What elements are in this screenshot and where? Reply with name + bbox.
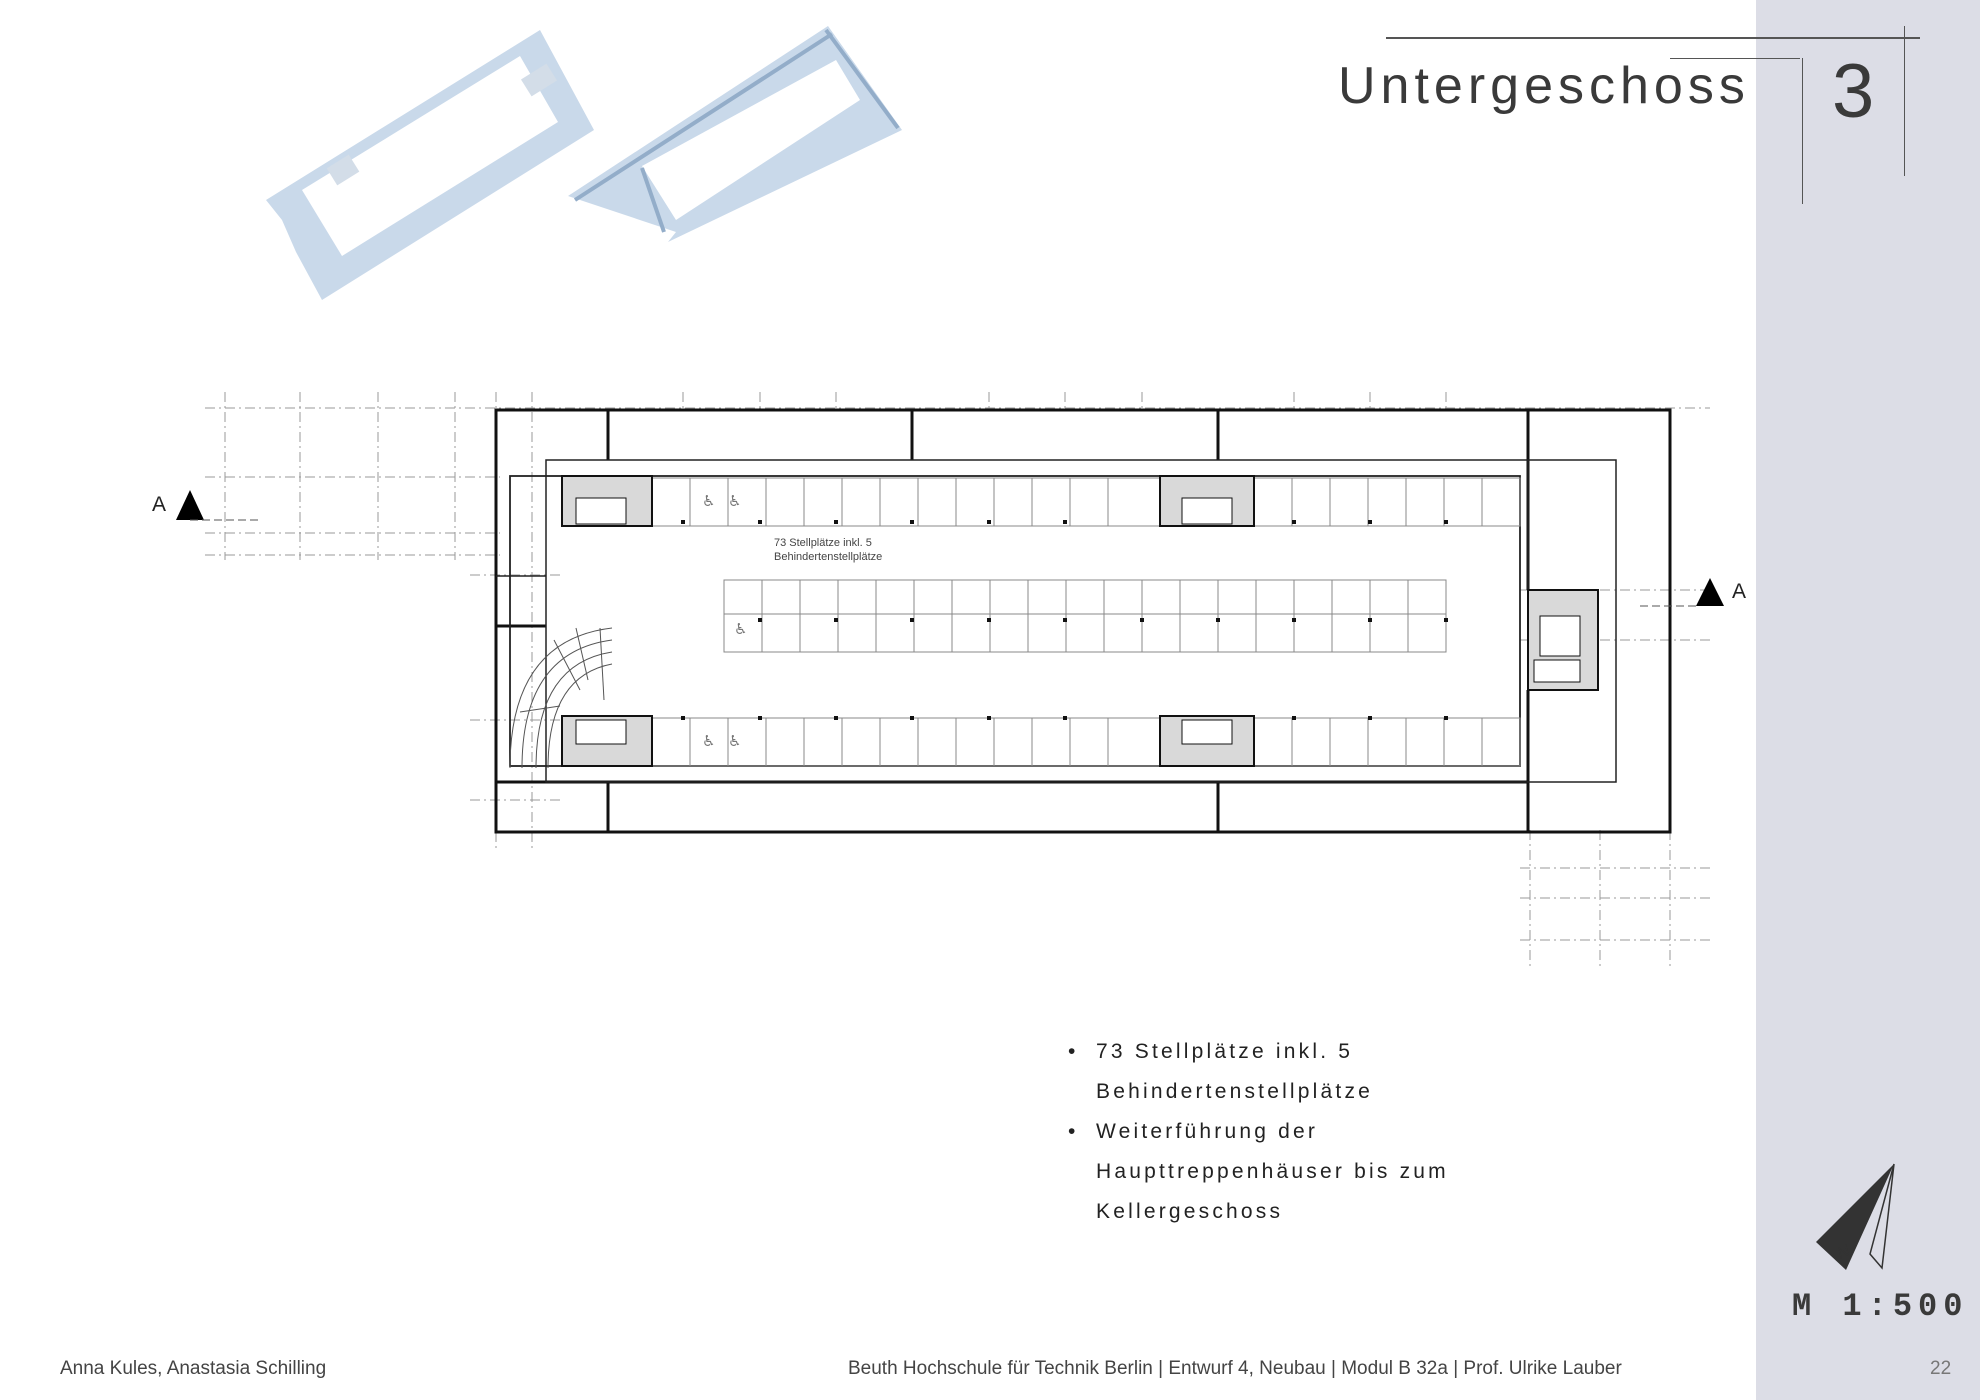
key-plan-1: [266, 30, 594, 300]
scale-label: M 1:500: [1792, 1288, 1969, 1325]
page-title: Untergeschoss: [1338, 57, 1750, 115]
core-details: [576, 498, 1580, 744]
wheelchair-icon: [702, 492, 747, 750]
footer-institution: Beuth Hochschule für Technik Berlin | Entwurf 4, Neubau | Modul B 32a | Prof. Ulrike Lauber: [848, 1358, 1622, 1379]
parking-label-line1: 73 Stellplätze inkl. 5: [774, 537, 872, 549]
compass-icon: [1816, 1164, 1894, 1270]
parking-label: [774, 536, 882, 564]
bullet-item: [1068, 1032, 1508, 1112]
outer-wall: [496, 410, 1670, 832]
parking-stalls: [652, 478, 1520, 766]
footer-authors: Anna Kules, Anastasia Schilling: [60, 1358, 327, 1379]
bullet-line: • Weiterführung der: [1096, 1120, 1319, 1143]
section-marker-left-icon: [176, 490, 204, 520]
svg-text:♿: ♿: [728, 732, 742, 750]
svg-text:♿: ♿: [728, 492, 742, 510]
page-number: 22: [1930, 1358, 1952, 1379]
bullet-line: Kellergeschoss: [1096, 1200, 1284, 1223]
compass-label: N: [1834, 1242, 1853, 1263]
section-marker-left-label: A: [152, 493, 167, 516]
bullet-line: Haupttreppenhäuser bis zum: [1096, 1160, 1449, 1183]
key-plan-2: [568, 26, 902, 242]
bullet-line: • 73 Stellplätze inkl. 5: [1096, 1040, 1354, 1063]
bullet-line: Behindertenstellplätze: [1096, 1080, 1374, 1103]
svg-text:♿: ♿: [702, 492, 716, 510]
bullet-item: [1068, 1112, 1508, 1232]
svg-text:♿: ♿: [702, 732, 716, 750]
bullet-list: [1068, 1032, 1508, 1232]
section-number: 3: [1832, 49, 1875, 134]
section-marker-right-icon: [1696, 578, 1724, 606]
section-marker-right-label: A: [1732, 580, 1747, 603]
stair-cores: [562, 476, 1598, 766]
svg-text:♿: ♿: [734, 620, 748, 638]
parking-label-line2: Behindertenstellplätze: [774, 551, 883, 563]
